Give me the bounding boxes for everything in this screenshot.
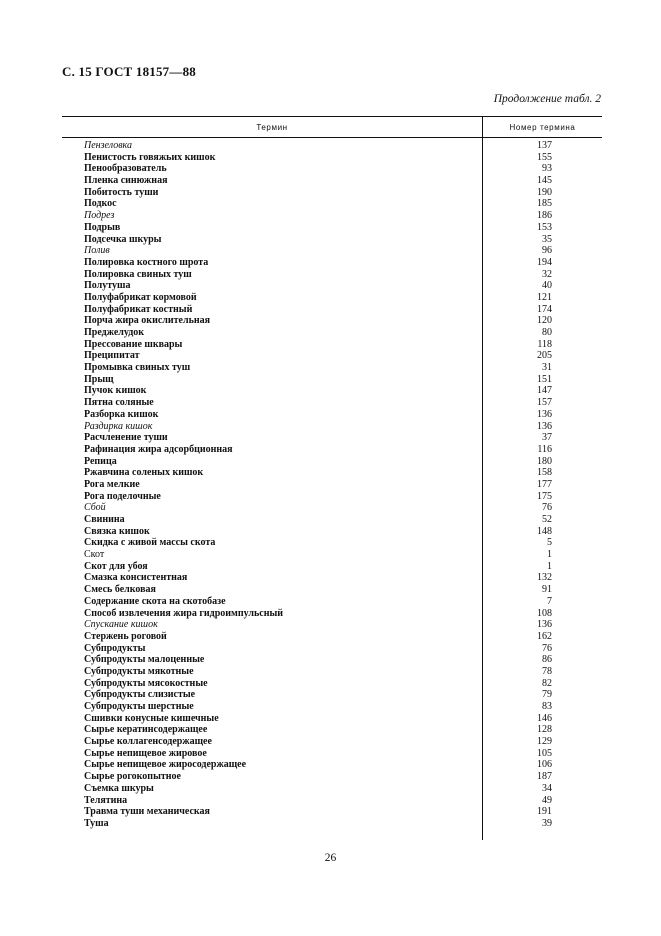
term-number-cell: 180 xyxy=(537,455,552,467)
term-number-cell: 82 xyxy=(542,677,552,689)
table-row xyxy=(62,198,602,210)
table-row xyxy=(62,806,602,818)
term-cell: Побитость туши xyxy=(84,186,159,198)
term-number-cell: 177 xyxy=(537,478,552,490)
term-number-cell: 121 xyxy=(537,291,552,303)
term-cell: Полив xyxy=(84,245,110,257)
term-number-cell: 86 xyxy=(542,654,552,666)
term-number-cell: 7 xyxy=(547,595,552,607)
term-cell: Телятина xyxy=(84,794,128,806)
table-row xyxy=(62,304,602,316)
term-cell: Подрыв xyxy=(84,221,121,233)
table-row xyxy=(62,502,602,514)
table-continuation-label: Продолжение табл. 2 xyxy=(493,93,601,105)
table-header xyxy=(62,116,602,138)
term-number-cell: 34 xyxy=(542,782,552,794)
table-row xyxy=(62,619,602,631)
table-row xyxy=(62,736,602,748)
term-number-cell: 187 xyxy=(537,771,552,783)
term-cell: Пензеловка xyxy=(84,140,132,151)
term-number-cell: 137 xyxy=(537,140,552,151)
term-number-cell: 155 xyxy=(537,151,552,163)
term-cell: Расчленение туши xyxy=(84,432,168,444)
table-row xyxy=(62,444,602,456)
table-row xyxy=(62,269,602,281)
table-row xyxy=(62,795,602,807)
table-row xyxy=(62,713,602,725)
table-row xyxy=(62,643,602,655)
table-row xyxy=(62,374,602,386)
term-number-cell: 37 xyxy=(542,432,552,444)
term-cell: Субпродукты xyxy=(84,642,146,654)
term-cell: Свинина xyxy=(84,514,125,525)
table-row xyxy=(62,759,602,771)
term-cell: Смесь белковая xyxy=(84,584,156,596)
term-cell: Репица xyxy=(84,455,117,467)
term-number-cell: 5 xyxy=(547,537,552,549)
term-number-cell: 76 xyxy=(542,642,552,654)
table-row xyxy=(62,514,602,526)
term-cell: Преджелудок xyxy=(84,327,145,338)
term-number-cell: 174 xyxy=(537,303,552,315)
table-row xyxy=(62,631,602,643)
term-cell: Сырье кератинсодержащее xyxy=(84,724,208,736)
table-row xyxy=(62,678,602,690)
term-cell: Сырье рогокопытное xyxy=(84,771,181,783)
term-number-cell: 148 xyxy=(537,525,552,537)
term-cell: Ржавчина соленых кишок xyxy=(84,467,204,479)
term-number-cell: 116 xyxy=(537,443,552,455)
term-number-cell: 39 xyxy=(542,817,552,829)
term-number-cell: 151 xyxy=(537,373,552,385)
term-number-cell: 32 xyxy=(542,268,552,280)
term-number-cell: 1 xyxy=(547,549,552,561)
term-cell: Прыщ xyxy=(84,373,114,385)
term-cell: Спускание кишок xyxy=(84,619,158,631)
term-number-cell: 96 xyxy=(542,245,552,257)
table-row xyxy=(62,432,602,444)
term-number-cell: 191 xyxy=(537,806,552,818)
term-number-cell: 205 xyxy=(537,350,552,362)
table-row xyxy=(62,409,602,421)
term-cell: Прессование шквары xyxy=(84,338,183,350)
term-number-cell: 35 xyxy=(542,233,552,245)
term-cell: Скот xyxy=(84,549,105,561)
table-row xyxy=(62,666,602,678)
term-number-cell: 128 xyxy=(537,724,552,736)
term-cell: Рафинация жира адсорбционная xyxy=(84,443,233,455)
table-row xyxy=(62,654,602,666)
term-cell: Сырье коллагенсодержащее xyxy=(84,736,212,748)
table-row xyxy=(62,584,602,596)
table-row xyxy=(62,818,602,830)
term-cell: Промывка свиных туш xyxy=(84,362,191,374)
term-number-cell: 186 xyxy=(537,210,552,222)
table-row xyxy=(62,537,602,549)
table-row xyxy=(62,362,602,374)
term-number-cell: 153 xyxy=(537,221,552,233)
term-number-cell: 79 xyxy=(542,689,552,701)
table-row xyxy=(62,608,602,620)
term-number-cell: 118 xyxy=(537,338,552,350)
term-number-cell: 145 xyxy=(537,175,552,187)
term-cell: Разборка кишок xyxy=(84,408,159,420)
table-row xyxy=(62,456,602,468)
term-cell: Полировка свиных туш xyxy=(84,268,192,280)
table-row xyxy=(62,140,602,152)
term-number-cell: 76 xyxy=(542,502,552,514)
term-cell: Субпродукты мякотные xyxy=(84,665,194,677)
term-cell: Порча жира окислительная xyxy=(84,315,211,327)
term-cell: Преципитат xyxy=(84,350,140,362)
term-number-cell: 194 xyxy=(537,256,552,268)
table-row xyxy=(62,421,602,433)
table-row xyxy=(62,549,602,561)
term-number-cell: 136 xyxy=(537,420,552,432)
table-row xyxy=(62,210,602,222)
term-cell: Съемка шкуры xyxy=(84,782,154,794)
table-row xyxy=(62,257,602,269)
term-cell: Полуфабрикат костный xyxy=(84,303,193,315)
table-row xyxy=(62,724,602,736)
table-row xyxy=(62,526,602,538)
table-row xyxy=(62,222,602,234)
term-number-cell: 31 xyxy=(542,362,552,374)
term-number-cell: 83 xyxy=(542,701,552,712)
term-number-cell: 185 xyxy=(537,198,552,210)
term-number-cell: 120 xyxy=(537,315,552,327)
term-cell: Полировка костного шрота xyxy=(84,256,209,268)
table-row xyxy=(62,385,602,397)
term-number-cell: 136 xyxy=(537,619,552,631)
table-row xyxy=(62,350,602,362)
table-row xyxy=(62,467,602,479)
term-cell: Субпродукты мясокостные xyxy=(84,677,208,689)
term-number-cell: 105 xyxy=(537,747,552,759)
term-number-cell: 175 xyxy=(537,490,552,502)
column-header-term: Термин xyxy=(256,122,288,132)
column-header-number: Номер термина xyxy=(482,117,602,137)
term-number-cell: 190 xyxy=(537,186,552,198)
table-row xyxy=(62,689,602,701)
term-number-cell: 40 xyxy=(542,280,552,292)
term-number-cell: 91 xyxy=(542,584,552,596)
page-number: 26 xyxy=(324,852,337,864)
table-row xyxy=(62,748,602,760)
term-number-cell: 108 xyxy=(537,607,552,619)
term-number-cell: 132 xyxy=(537,572,552,584)
term-cell: Полутуша xyxy=(84,280,131,292)
term-cell: Полуфабрикат кормовой xyxy=(84,291,197,303)
term-cell: Субпродукты слизистые xyxy=(84,689,196,701)
term-number-cell: 93 xyxy=(542,163,552,175)
term-cell: Сбой xyxy=(84,502,106,514)
term-number-cell: 49 xyxy=(542,794,552,806)
term-cell: Травма туши механическая xyxy=(84,806,210,818)
table-row xyxy=(62,315,602,327)
table-row xyxy=(62,771,602,783)
term-cell: Подсечка шкуры xyxy=(84,233,162,245)
term-cell: Способ извлечения жира гидроимпульсный xyxy=(84,607,284,619)
term-number-cell: 78 xyxy=(542,665,552,677)
term-cell: Сырье непищевое жиросодержащее xyxy=(84,759,247,771)
table-row xyxy=(62,327,602,339)
term-cell: Скот для убоя xyxy=(84,560,148,572)
term-cell: Рога поделочные xyxy=(84,490,161,502)
term-cell: Пленка синюжная xyxy=(84,175,168,187)
table-row xyxy=(62,783,602,795)
term-number-cell: 1 xyxy=(547,560,552,572)
table-row xyxy=(62,245,602,257)
table-row xyxy=(62,163,602,175)
table-row xyxy=(62,234,602,246)
term-number-cell: 147 xyxy=(537,385,552,397)
table-row xyxy=(62,397,602,409)
term-cell: Субпродукты шерстные xyxy=(84,701,194,712)
term-number-cell: 162 xyxy=(537,630,552,642)
table-row xyxy=(62,572,602,584)
term-cell: Сшивки конусные кишечные xyxy=(84,712,219,724)
term-cell: Сырье непищевое жировое xyxy=(84,747,207,759)
table-row xyxy=(62,479,602,491)
term-number-cell: 146 xyxy=(537,712,552,724)
table-row xyxy=(62,491,602,503)
table-body xyxy=(62,138,602,830)
table-row xyxy=(62,596,602,608)
table-row xyxy=(62,292,602,304)
term-cell: Раздирка кишок xyxy=(84,420,153,432)
table-row xyxy=(62,175,602,187)
term-number-cell: 80 xyxy=(542,327,552,338)
term-cell: Подкос xyxy=(84,198,117,210)
table-row xyxy=(62,701,602,713)
table-row xyxy=(62,187,602,199)
term-cell: Субпродукты малоценные xyxy=(84,654,205,666)
term-cell: Подрез xyxy=(84,210,115,222)
term-cell: Рога мелкие xyxy=(84,478,140,490)
term-cell: Пенистость говяжьих кишок xyxy=(84,151,216,163)
term-cell: Туша xyxy=(84,817,109,829)
document-header: С. 15 ГОСТ 18157—88 xyxy=(62,64,196,79)
table-row xyxy=(62,280,602,292)
term-cell: Пенообразователь xyxy=(84,163,167,175)
table-row xyxy=(62,561,602,573)
term-cell: Содержание скота на скотобазе xyxy=(84,595,226,607)
term-number-cell: 136 xyxy=(537,408,552,420)
term-cell: Связка кишок xyxy=(84,525,150,537)
term-cell: Скидка с живой массы скота xyxy=(84,537,216,549)
term-number-cell: 52 xyxy=(542,514,552,525)
term-cell: Пучок кишок xyxy=(84,385,147,397)
term-number-cell: 158 xyxy=(537,467,552,479)
terms-table xyxy=(62,116,602,830)
term-cell: Смазка консистентная xyxy=(84,572,188,584)
term-cell: Стержень роговой xyxy=(84,630,167,642)
table-row xyxy=(62,339,602,351)
term-number-cell: 106 xyxy=(537,759,552,771)
term-number-cell: 157 xyxy=(537,397,552,409)
term-cell: Пятна соляные xyxy=(84,397,154,409)
table-row xyxy=(62,152,602,164)
term-number-cell: 129 xyxy=(537,736,552,748)
